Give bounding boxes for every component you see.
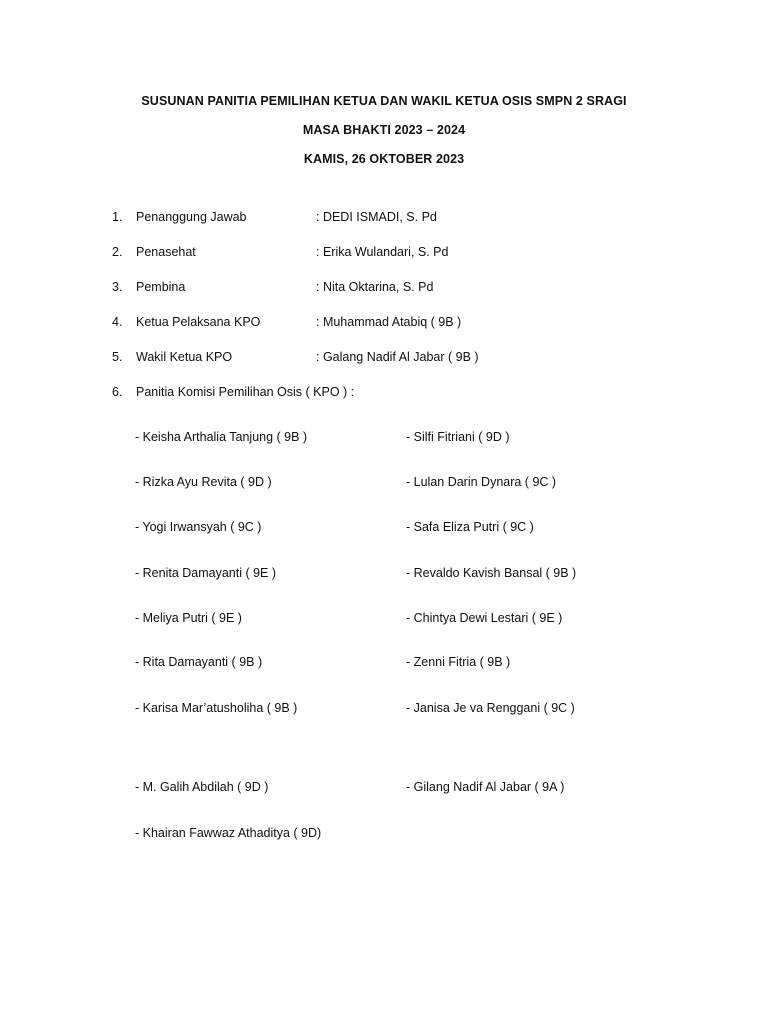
committee-member: - Chintya Dewi Lestari ( 9E ): [406, 611, 563, 625]
list-item-value: : DEDI ISMADI, S. Pd: [316, 210, 437, 224]
list-item-label: Penasehat: [136, 245, 196, 259]
list-item-number: 1.: [112, 210, 123, 224]
committee-member: - Zenni Fitria ( 9B ): [406, 655, 511, 669]
list-item-label: Panitia Komisi Pemilihan Osis ( KPO ) :: [136, 385, 355, 399]
list-item-label: Wakil Ketua KPO: [136, 350, 233, 364]
committee-member: - Janisa Je va Renggani ( 9C ): [406, 701, 575, 715]
committee-member: - Renita Damayanti ( 9E ): [135, 566, 277, 580]
list-item-number: 3.: [112, 280, 123, 294]
document-title: SUSUNAN PANITIA PEMILIHAN KETUA DAN WAKIL KETUA OSIS SMPN 2 SRAGI: [141, 94, 627, 108]
list-item: [0, 313, 768, 331]
document-period: MASA BHAKTI 2023 – 2024: [302, 123, 466, 137]
committee-member: - Rizka Ayu Revita ( 9D ): [135, 475, 272, 489]
list-item-label: Pembina: [136, 280, 186, 294]
list-item-number: 6.: [112, 385, 123, 399]
list-item: [0, 383, 768, 401]
list-item-label: Penanggung Jawab: [136, 210, 247, 224]
list-item-number: 2.: [112, 245, 123, 259]
committee-member: - Yogi Irwansyah ( 9C ): [135, 520, 262, 534]
committee-member: - M. Galih Abdilah ( 9D ): [135, 780, 269, 794]
committee-member: - Silfi Fitriani ( 9D ): [406, 430, 510, 444]
document-date: KAMIS, 26 OKTOBER 2023: [303, 152, 465, 166]
committee-member: - Keisha Arthalia Tanjung ( 9B ): [135, 430, 308, 444]
committee-member: - Gilang Nadif Al Jabar ( 9A ): [406, 780, 565, 794]
list-item-value: : Erika Wulandari, S. Pd: [316, 245, 449, 259]
committee-member: - Lulan Darin Dynara ( 9C ): [406, 475, 557, 489]
list-item: [0, 208, 768, 226]
list-item-value: : Galang Nadif Al Jabar ( 9B ): [316, 350, 479, 364]
committee-member: - Khairan Fawwaz Athaditya ( 9D): [135, 826, 322, 840]
committee-member: - Safa Eliza Putri ( 9C ): [406, 520, 534, 534]
list-item-value: : Muhammad Atabiq ( 9B ): [316, 315, 462, 329]
list-item-value: : Nita Oktarina, S. Pd: [316, 280, 434, 294]
committee-member: - Revaldo Kavish Bansal ( 9B ): [406, 566, 577, 580]
list-item-label: Ketua Pelaksana KPO: [136, 315, 261, 329]
list-item: [0, 278, 768, 296]
list-item-number: 5.: [112, 350, 123, 364]
list-item: [0, 348, 768, 366]
committee-member: - Rita Damayanti ( 9B ): [135, 655, 263, 669]
list-item-number: 4.: [112, 315, 123, 329]
list-item: [0, 243, 768, 261]
committee-member: - Karisa Mar’atusholiha ( 9B ): [135, 701, 298, 715]
committee-member: - Meliya Putri ( 9E ): [135, 611, 242, 625]
